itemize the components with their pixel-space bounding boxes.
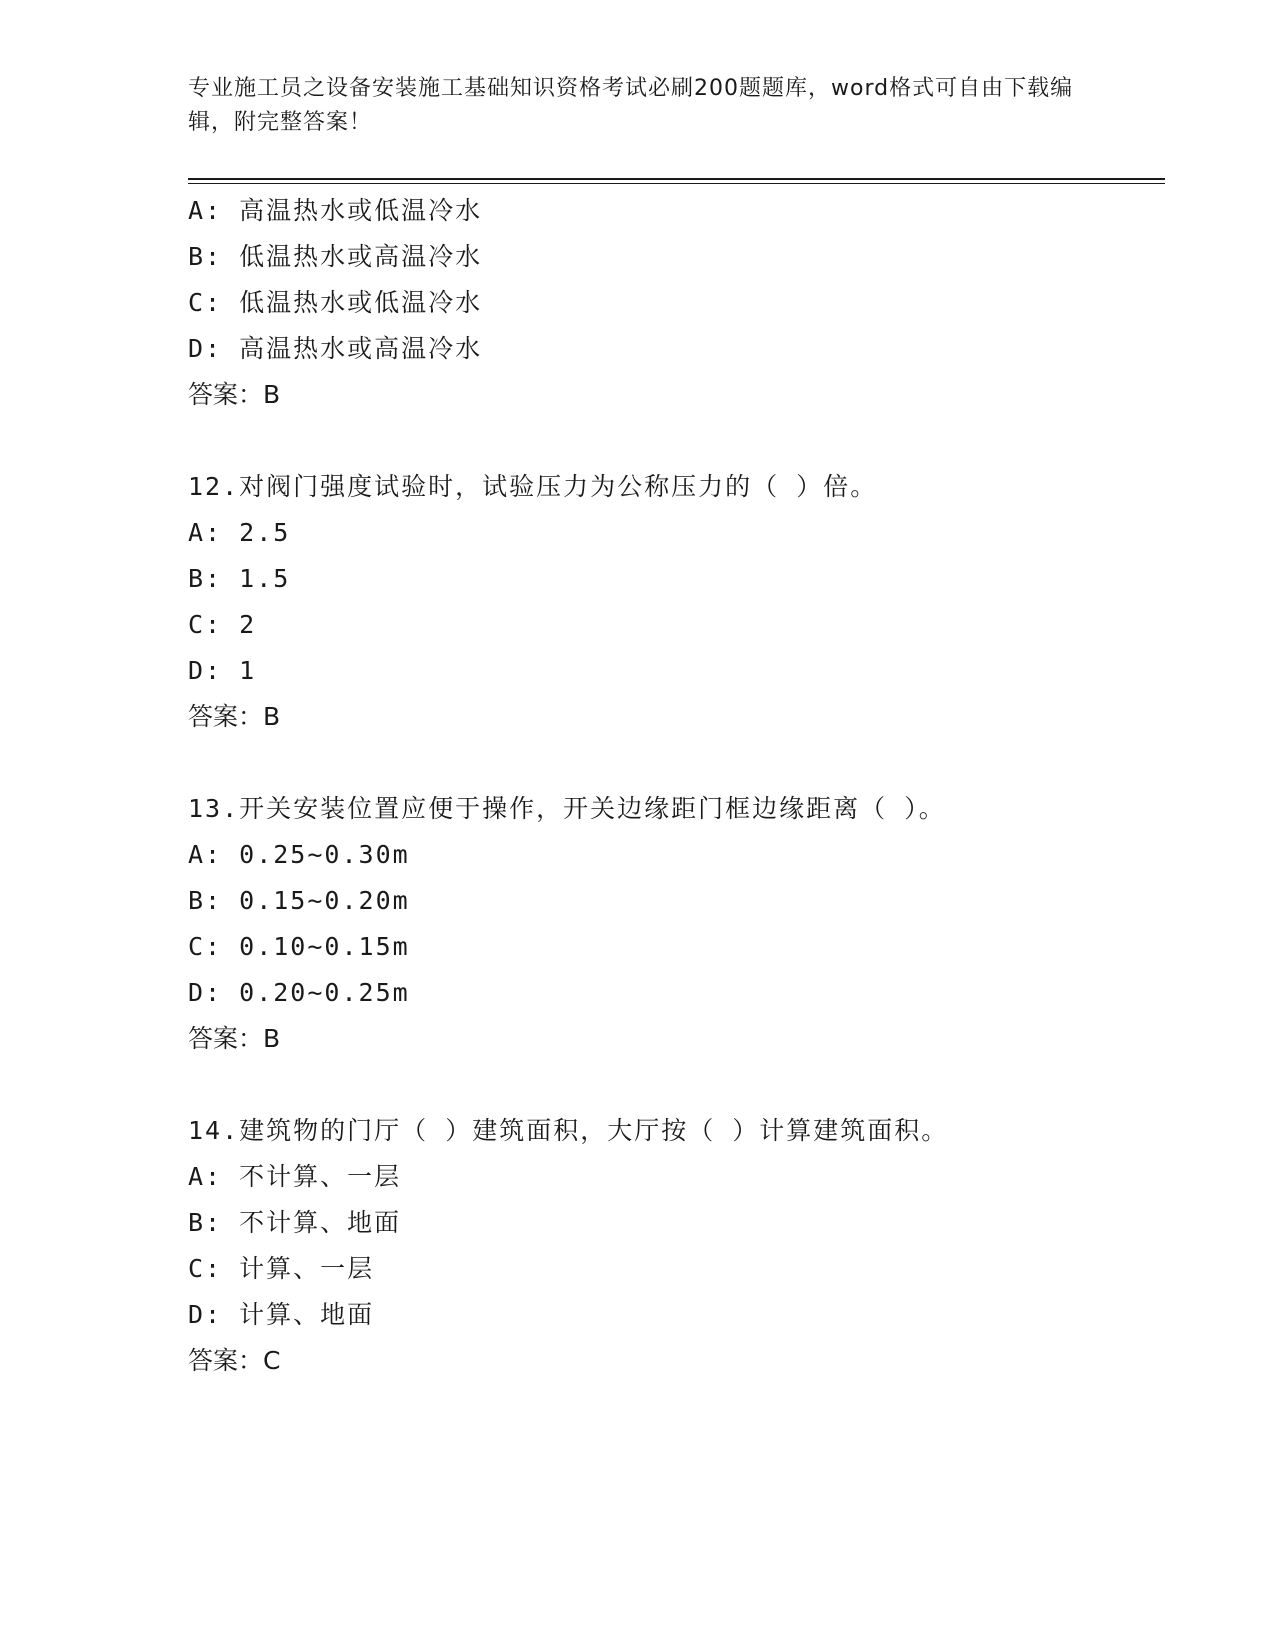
question-text: 12.对阀门强度试验时，试验压力为公称压力的（ ）倍。 — [188, 472, 878, 501]
option-b: B: 不计算、地面 — [188, 1208, 402, 1237]
option-d: D: 1 — [188, 656, 257, 685]
header-divider-thick — [188, 178, 1165, 180]
option-c: C: 低温热水或低温冷水 — [188, 288, 483, 317]
spacer — [188, 418, 1168, 464]
question-12-block — [188, 464, 1168, 740]
option-d: D: 高温热水或高温冷水 — [188, 334, 483, 363]
option-b: B: 0.15~0.20m — [188, 886, 410, 915]
question-13-block — [188, 786, 1168, 1062]
question-11-block — [188, 188, 1168, 418]
option-c: C: 2 — [188, 610, 257, 639]
option-d: D: 计算、地面 — [188, 1300, 375, 1329]
option-a: A: 2.5 — [188, 518, 291, 547]
question-14-block — [188, 1108, 1168, 1384]
question-text: 14.建筑物的门厅（ ）建筑面积，大厅按（ ）计算建筑面积。 — [188, 1116, 949, 1145]
answer: 答案：B — [188, 380, 281, 409]
option-a: A: 高温热水或低温冷水 — [188, 196, 483, 225]
answer: 答案：C — [188, 1346, 281, 1375]
option-a: A: 不计算、一层 — [188, 1162, 402, 1191]
option-d: D: 0.20~0.25m — [188, 978, 410, 1007]
document-header: 专业施工员之设备安装施工基础知识资格考试必刷200题题库，word格式可自由下载编辑，附完整答案！ — [188, 76, 1074, 135]
option-c: C: 计算、一层 — [188, 1254, 375, 1283]
spacer — [188, 740, 1168, 786]
option-a: A: 0.25~0.30m — [188, 840, 410, 869]
header-divider-thin — [188, 183, 1165, 184]
option-b: B: 1.5 — [188, 564, 291, 593]
option-c: C: 0.10~0.15m — [188, 932, 410, 961]
answer: 答案：B — [188, 702, 281, 731]
question-text: 13.开关安装位置应便于操作，开关边缘距门框边缘距离（ ）。 — [188, 794, 946, 823]
question-list — [188, 188, 1168, 1384]
option-b: B: 低温热水或高温冷水 — [188, 242, 483, 271]
spacer — [188, 1062, 1168, 1108]
answer: 答案：B — [188, 1024, 281, 1053]
